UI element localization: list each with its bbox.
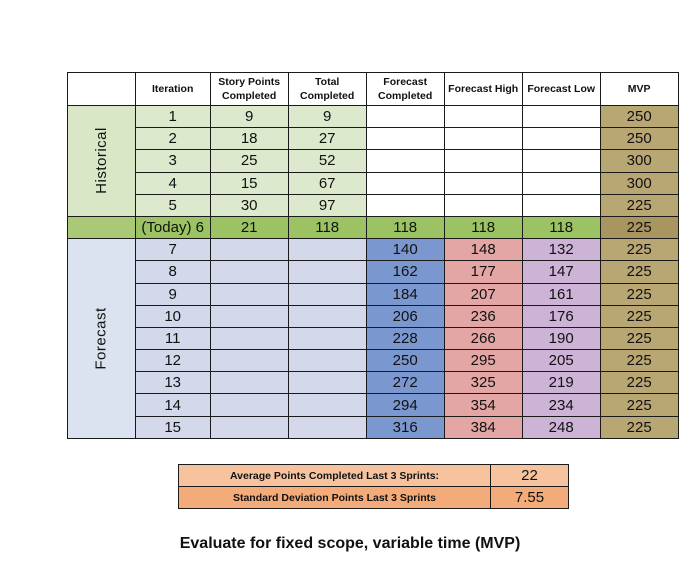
forecast-low-cell bbox=[522, 194, 600, 216]
table-row bbox=[68, 261, 679, 283]
forecast-high-cell bbox=[444, 172, 522, 194]
iteration-cell: 2 bbox=[135, 128, 210, 150]
forecast-cell: 316 bbox=[366, 416, 444, 438]
iteration-cell: 4 bbox=[135, 172, 210, 194]
average-label: Average Points Completed Last 3 Sprints: bbox=[179, 465, 491, 487]
forecast-cell: 184 bbox=[366, 283, 444, 305]
iteration-cell: 13 bbox=[135, 372, 210, 394]
story-points-cell: 25 bbox=[210, 150, 288, 172]
total-cell bbox=[288, 261, 366, 283]
total-cell bbox=[288, 350, 366, 372]
mvp-cell: 225 bbox=[600, 216, 678, 238]
forecast-high-cell bbox=[444, 128, 522, 150]
forecast-label: Forecast bbox=[92, 307, 110, 370]
table-row bbox=[68, 194, 679, 216]
stddev-value: 7.55 bbox=[491, 487, 569, 509]
header-forecast-low: Forecast Low bbox=[522, 73, 600, 106]
total-cell bbox=[288, 327, 366, 349]
story-points-cell bbox=[210, 239, 288, 261]
forecast-high-cell: 295 bbox=[444, 350, 522, 372]
forecast-cell: 140 bbox=[366, 239, 444, 261]
forecast-low-cell: 205 bbox=[522, 350, 600, 372]
table-row bbox=[68, 416, 679, 438]
table-row bbox=[68, 106, 679, 128]
mvp-cell: 225 bbox=[600, 261, 678, 283]
table-row bbox=[68, 283, 679, 305]
table-row bbox=[68, 128, 679, 150]
mvp-cell: 225 bbox=[600, 350, 678, 372]
table-row bbox=[68, 394, 679, 416]
mvp-cell: 225 bbox=[600, 283, 678, 305]
forecast-high-cell bbox=[444, 194, 522, 216]
forecast-table bbox=[67, 72, 679, 439]
table-row bbox=[68, 150, 679, 172]
total-cell: 9 bbox=[288, 106, 366, 128]
summary-row-stddev bbox=[179, 487, 569, 509]
forecast-cell: 250 bbox=[366, 350, 444, 372]
mvp-cell: 225 bbox=[600, 394, 678, 416]
iteration-cell: 14 bbox=[135, 394, 210, 416]
story-points-cell bbox=[210, 261, 288, 283]
story-points-cell: 30 bbox=[210, 194, 288, 216]
forecast-low-cell: 118 bbox=[522, 216, 600, 238]
mvp-cell: 300 bbox=[600, 150, 678, 172]
total-cell: 67 bbox=[288, 172, 366, 194]
forecast-low-cell: 147 bbox=[522, 261, 600, 283]
forecast-low-cell bbox=[522, 128, 600, 150]
corner-cell bbox=[68, 73, 136, 106]
story-points-cell: 21 bbox=[210, 216, 288, 238]
table-row bbox=[68, 172, 679, 194]
forecast-cell: 272 bbox=[366, 372, 444, 394]
table-row bbox=[68, 305, 679, 327]
story-points-cell bbox=[210, 283, 288, 305]
story-points-cell bbox=[210, 327, 288, 349]
summary-row-average bbox=[179, 465, 569, 487]
total-cell bbox=[288, 416, 366, 438]
forecast-low-cell bbox=[522, 150, 600, 172]
mvp-cell: 225 bbox=[600, 305, 678, 327]
iteration-cell: (Today) 6 bbox=[135, 216, 210, 238]
forecast-high-cell: 236 bbox=[444, 305, 522, 327]
total-cell bbox=[288, 372, 366, 394]
forecast-low-cell: 176 bbox=[522, 305, 600, 327]
header-mvp: MVP bbox=[600, 73, 678, 106]
average-value: 22 bbox=[491, 465, 569, 487]
forecast-high-cell: 266 bbox=[444, 327, 522, 349]
forecast-low-cell: 234 bbox=[522, 394, 600, 416]
mvp-cell: 225 bbox=[600, 194, 678, 216]
mvp-cell: 300 bbox=[600, 172, 678, 194]
total-cell bbox=[288, 305, 366, 327]
forecast-low-cell: 161 bbox=[522, 283, 600, 305]
forecast-cell: 294 bbox=[366, 394, 444, 416]
forecast-cell bbox=[366, 128, 444, 150]
table-row bbox=[68, 327, 679, 349]
header-iteration: Iteration bbox=[135, 73, 210, 106]
mvp-cell: 225 bbox=[600, 327, 678, 349]
forecast-low-cell bbox=[522, 172, 600, 194]
total-cell: 27 bbox=[288, 128, 366, 150]
forecast-cell: 162 bbox=[366, 261, 444, 283]
historical-label: Historical bbox=[92, 127, 110, 195]
forecast-low-cell: 219 bbox=[522, 372, 600, 394]
total-cell bbox=[288, 239, 366, 261]
forecast-cell bbox=[366, 106, 444, 128]
forecast-label-cell bbox=[68, 239, 136, 439]
table-row bbox=[68, 239, 679, 261]
forecast-high-cell: 384 bbox=[444, 416, 522, 438]
iteration-cell: 1 bbox=[135, 106, 210, 128]
forecast-cell bbox=[366, 172, 444, 194]
total-cell: 118 bbox=[288, 216, 366, 238]
mvp-cell: 225 bbox=[600, 416, 678, 438]
story-points-cell bbox=[210, 305, 288, 327]
iteration-cell: 11 bbox=[135, 327, 210, 349]
table-row bbox=[68, 216, 679, 238]
story-points-cell: 15 bbox=[210, 172, 288, 194]
forecast-cell bbox=[366, 194, 444, 216]
iteration-cell: 15 bbox=[135, 416, 210, 438]
table-row bbox=[68, 372, 679, 394]
forecast-high-cell: 177 bbox=[444, 261, 522, 283]
mvp-cell: 250 bbox=[600, 128, 678, 150]
forecast-high-cell: 148 bbox=[444, 239, 522, 261]
mvp-cell: 225 bbox=[600, 372, 678, 394]
forecast-low-cell: 248 bbox=[522, 416, 600, 438]
total-cell bbox=[288, 394, 366, 416]
story-points-cell: 18 bbox=[210, 128, 288, 150]
header-story-points: Story Points Completed bbox=[210, 73, 288, 106]
forecast-low-cell bbox=[522, 106, 600, 128]
caption: Evaluate for fixed scope, variable time (MVP) bbox=[179, 535, 521, 552]
iteration-cell: 10 bbox=[135, 305, 210, 327]
forecast-cell: 228 bbox=[366, 327, 444, 349]
header-forecast-high: Forecast High bbox=[444, 73, 522, 106]
total-cell: 97 bbox=[288, 194, 366, 216]
iteration-cell: 8 bbox=[135, 261, 210, 283]
stddev-label: Standard Deviation Points Last 3 Sprints bbox=[179, 487, 491, 509]
iteration-cell: 12 bbox=[135, 350, 210, 372]
forecast-cell: 118 bbox=[366, 216, 444, 238]
today-side-cell bbox=[68, 216, 136, 238]
story-points-cell bbox=[210, 416, 288, 438]
story-points-cell: 9 bbox=[210, 106, 288, 128]
forecast-low-cell: 132 bbox=[522, 239, 600, 261]
story-points-cell bbox=[210, 372, 288, 394]
forecast-high-cell: 118 bbox=[444, 216, 522, 238]
iteration-cell: 5 bbox=[135, 194, 210, 216]
mvp-cell: 225 bbox=[600, 239, 678, 261]
forecast-cell bbox=[366, 150, 444, 172]
header-row bbox=[68, 73, 679, 106]
forecast-low-cell: 190 bbox=[522, 327, 600, 349]
header-total: Total Completed bbox=[288, 73, 366, 106]
forecast-high-cell: 207 bbox=[444, 283, 522, 305]
total-cell: 52 bbox=[288, 150, 366, 172]
total-cell bbox=[288, 283, 366, 305]
forecast-cell: 206 bbox=[366, 305, 444, 327]
forecast-high-cell bbox=[444, 106, 522, 128]
story-points-cell bbox=[210, 350, 288, 372]
mvp-cell: 250 bbox=[600, 106, 678, 128]
historical-label-cell bbox=[68, 106, 136, 217]
forecast-high-cell: 325 bbox=[444, 372, 522, 394]
forecast-high-cell: 354 bbox=[444, 394, 522, 416]
summary-table bbox=[178, 464, 569, 509]
table-row bbox=[68, 350, 679, 372]
story-points-cell bbox=[210, 394, 288, 416]
forecast-high-cell bbox=[444, 150, 522, 172]
iteration-cell: 7 bbox=[135, 239, 210, 261]
iteration-cell: 9 bbox=[135, 283, 210, 305]
iteration-cell: 3 bbox=[135, 150, 210, 172]
header-forecast: Forecast Completed bbox=[366, 73, 444, 106]
